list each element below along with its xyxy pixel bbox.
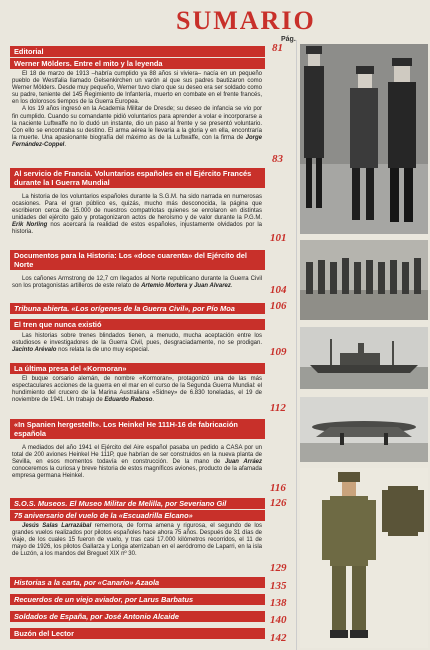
section-heading-tren: El tren que nunca existió — [10, 319, 265, 330]
section-heading-melilla: S.O.S. Museos. El Museo Militar de Melilla, por Severiano Gil — [10, 498, 265, 509]
section-text-elcano — [12, 523, 262, 558]
page-column-label: Pág. — [281, 36, 296, 43]
section-heading-francia: Al servicio de Francia. Voluntarios españoles en el Ejército Francés durante la I Guerra Mundial — [10, 168, 265, 188]
section-heading-doce-cuarenta: Documentos para la Historia: Los «doce cuarenta» del Ejército del Norte — [10, 250, 265, 270]
page-number-recuerdos: 138 — [270, 597, 287, 609]
page-number-soldados: 140 — [270, 614, 287, 626]
photo-soldiers — [300, 240, 428, 320]
author-name: Juan Arráez — [224, 459, 263, 466]
photo-ship-image — [300, 327, 428, 389]
photo-uniform — [300, 468, 428, 648]
section-heading-molders: Werner Mölders. Entre el mito y la leyenda — [10, 58, 265, 69]
section-heading-recuerdos: Recuerdos de un viejo aviador, por Larus Barbatus — [10, 594, 265, 605]
paragraph: Jesús Salas Larrazábal rememora, de forma amena y rigurosa, el segundo de los grandes vuelos realizados por pilotos españoles hace ahora 75 años. Después de 31 días de viaje, de los cuales 15 fueron de vuelo, y tras casi 17.000 kilómetros recorridos, el 11 de mayo de 1926, los pilotos Gallarza y Loriga aterrizaban en el aeródromo de Laparri, en la isla de Luzón, a los mandos del Breguet XIX nº 30. — [12, 523, 262, 558]
section-heading-tribuna: Tribuna abierta. «Los orígenes de la Guerra Civil», por Pío Moa — [10, 303, 265, 314]
author-name: Jesús Salas Larrazábal — [22, 523, 92, 529]
paragraph: A los 19 años ingresó en la Academia Militar de Dresde; su deseo de infancia se vio por fin cumplido. Cuando su comandante pidió voluntarios para aprender a volar e incorporarse a la naciente Luftwaffe no lo dudó un instante, dio un paso al frente y se presentó voluntario. Con ello se encontraba su destino. El arma aérea le llevaría a la gloria y en ella, encontraría la muerte. Una apasionante biografía del máximo as de la Luftwaffe, con la firma de Jorge Fernández-Coppel. — [12, 106, 262, 148]
page-number-buzon: 142 — [270, 632, 287, 644]
photo-plane-image — [300, 397, 428, 462]
photo-ship — [300, 327, 428, 389]
photo-pilots-image — [300, 44, 428, 234]
page-number-doce-cuarenta: 104 — [270, 284, 287, 296]
page-number-heinkel: 116 — [270, 482, 286, 494]
section-text-francia — [12, 194, 262, 237]
author-name: Eduardo Raboso — [104, 397, 153, 404]
photo-plane — [300, 397, 428, 462]
section-heading-historias: Historias a la carta, por «Canario» Azaola — [10, 577, 265, 588]
page-number-editorial: 81 — [272, 42, 283, 54]
section-text-tren — [12, 333, 262, 354]
page-number-tren: 109 — [270, 346, 287, 358]
page-number-tribuna: 106 — [270, 300, 287, 312]
column-divider — [296, 40, 297, 650]
paragraph: El 18 de marzo de 1913 –habría cumplido ya 88 años si viviera– nacía en un pequeño pueblo de Westfalia llamado Gelsenkirchen un varón al que sus padres bautizaron como Werner Mölders. Desde muy pequeño, Werner tuvo claro que su deseo era ser soldado como su padre, teniente del 145 Regimiento de Infantería, muerto en combate en el frente francés, en los dolorosos tiempos de la Guerra Europea. — [12, 71, 262, 106]
paragraph: A mediados del año 1941 el Ejército del Aire español pasaba un pedido a CASA por un total de 200 aviones Heinkel He 111P, que habrían de ser construidos en la nueva planta de Sevilla, en esos momentos todavía en construcción. De la mano de Juan Arráez conoceremos la curiosa y breve historia de estos magníficos aviones, producto de la afamada empresa germana Heinkel. — [12, 445, 263, 480]
author-name: Erik Norling — [12, 222, 48, 229]
section-heading-soldados: Soldados de España, por José Antonio Alcaide — [10, 611, 265, 622]
author-name: Jorge Fernández-Coppel — [12, 134, 262, 148]
page-title: SUMARIO — [176, 6, 316, 35]
paragraph: El buque corsario alemán, de nombre «Kormoran», protagonizó una de las más espectaculares acciones de la guerra en el mar en el curso de la Segunda Guerra Mundial: el hundimiento del crucero de la Marina Australiana «Sidney» de 6.830 toneladas, el 19 de noviembre de 1941. Un trabajo de Eduardo Raboso. — [12, 376, 262, 404]
section-text-doce-cuarenta — [12, 276, 262, 290]
paragraph: Los cañones Armstrong de 12,7 cm llegados al Norte republicano durante la Guerra Civil son los protagonistas artilleros de este relato de Artemio Mortera y Juan Alvarez. — [12, 276, 262, 290]
photo-pilots — [300, 44, 428, 234]
paragraph: La historia de los voluntarios españoles durante la S.G.M. ha sido narrada en numerosas ocasiones. Para el gran público es, quizás, mucho más desconocida, la página que escribieron cerca de 15.000 de nuestros compatriotas quienes se enrolaron en distintas unidades del ejército galo y protagonizaron actos de heroísmo y de valor durante la P.G.M. Erik Norling nos acercará la realidad de estos españoles, injustamente olvidados por la historia. — [12, 194, 262, 236]
photo-uniform-image — [300, 468, 428, 648]
section-heading-buzon: Buzón del Lector — [10, 628, 265, 639]
section-heading-heinkel: «In Spanien hergestellt». Los Heinkel He 111H-16 de fabricación española — [10, 419, 265, 439]
page-number-francia: 101 — [270, 232, 287, 244]
page-number-kormoran: 112 — [270, 402, 286, 414]
section-text-kormoran — [12, 376, 262, 404]
author-name: Artemio Mortera y Juan Alvarez — [141, 283, 231, 290]
section-heading-kormoran: La última presa del «Kormoran» — [10, 363, 265, 374]
page-number-historias: 135 — [270, 580, 287, 592]
page-number-elcano: 129 — [270, 562, 287, 574]
photo-soldiers-image — [300, 240, 428, 320]
section-heading-editorial: Editorial — [10, 46, 265, 57]
section-heading-elcano: 75 aniversario del vuelo de la «Escuadrilla Elcano» — [10, 510, 265, 521]
author-name: Jacinto Arévalo — [12, 347, 57, 354]
paragraph: Las historias sobre trenes blindados tienen, a menudo, mucha aceptación entre los estudiosos e investigadores de la Guerra Civil, pues, desgraciadamente, no se prodigan. Jacinto Arévalo nos relata la de uno muy especial. — [12, 333, 262, 354]
page-number-molders: 83 — [272, 153, 283, 165]
page-number-melilla: 126 — [270, 497, 287, 509]
section-text-heinkel — [12, 445, 262, 480]
section-text-molders — [12, 71, 262, 149]
